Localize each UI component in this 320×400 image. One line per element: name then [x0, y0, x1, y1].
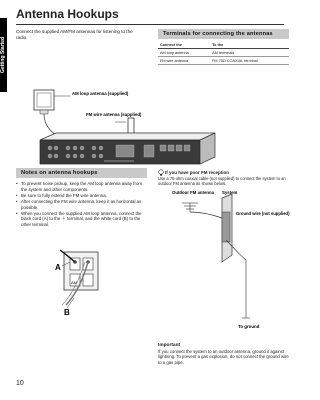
tip-title: If you have poor FM reception: [165, 170, 230, 175]
table-cell: FM 75Ω COAXIAL terminal: [210, 57, 289, 65]
list-item: • When you connect the supplied AM loop antenna, connect the black cord (A) to the ⏚ terminal, and the white cord (B) to the other terminal.: [16, 211, 144, 228]
intro-text: Connect the supplied AM/FM antennas for listening to the radio.: [16, 29, 133, 40]
table-cell: AM terminals: [210, 49, 289, 57]
table-cell: FM wire antenna: [158, 57, 210, 65]
page-number: 10: [16, 380, 24, 387]
terminals-header: Terminals for connecting the antennas: [158, 29, 289, 39]
section-side-tab-label: Getting Started: [0, 36, 6, 74]
am-loop-antenna-illustration: [34, 90, 54, 114]
list-item: • Be sure to fully extend the FM wire antenna.: [16, 193, 144, 199]
system-label: System: [222, 190, 238, 195]
list-item: • After connecting the FM wire antenna, keep it as horizontal as possible.: [16, 199, 144, 210]
ground-wire-label-text: Ground wire (not supplied): [236, 211, 290, 216]
am-terminal-closeup: [60, 250, 98, 305]
to-ground-label: To ground: [238, 324, 260, 329]
table-cell: AM loop antenna: [158, 49, 210, 57]
terminals-col-connect: Connect the: [158, 42, 210, 49]
outdoor-antenna-label: Outdoor FM antenna: [172, 190, 215, 195]
cord-a-label: A: [55, 263, 61, 272]
lightbulb-icon: [159, 170, 164, 176]
list-item: • To prevent noise pickup, keep the AM loop antenna away from the system and other components.: [16, 181, 144, 192]
system-illustration: [222, 194, 232, 262]
page-title: Antenna Hookups: [16, 7, 119, 21]
am-antenna-label: AM loop antenna (supplied): [72, 91, 129, 96]
notes-list: [16, 181, 144, 228]
cord-b-label: B: [64, 308, 70, 317]
outdoor-antenna-illustration: [182, 203, 222, 218]
unit-rear-panel: [40, 133, 215, 164]
notes-header: Notes on antenna hookups: [16, 168, 147, 178]
am-terminal-text: AM: [71, 280, 77, 285]
fm-antenna-label: FM wire antenna (supplied): [86, 112, 142, 117]
ground-wire-label: [236, 211, 290, 216]
important-text: If you connect the system to an outdoor antenna, ground it against lightning. To prevent a gas explosion, do not connect the ground wire to a gas pipe.: [158, 349, 289, 365]
tip-text: Use a 75-ohm coaxial cable (not supplied) to connect the system to an outdoor FM antenna as shown below.: [158, 176, 286, 187]
important-title: Important: [158, 343, 181, 348]
terminals-col-to: To the: [210, 42, 289, 49]
